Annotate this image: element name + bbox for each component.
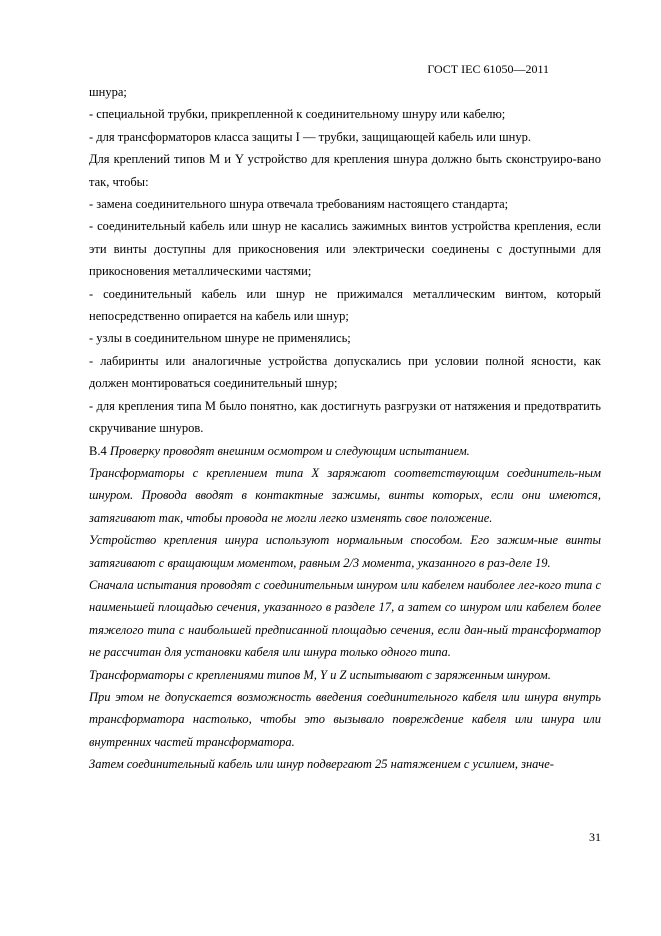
paragraph: - соединительный кабель или шнур не прижимался металлическим винтом, который непосредственно опирается на кабель или шнур;: [89, 286, 601, 324]
paragraph: - для крепления типа М было понятно, как достигнуть разгрузки от натяжения и предотвратить скручивание шнуров.: [89, 398, 601, 436]
document-body: [89, 81, 601, 776]
paragraph: - лабиринты или аналогичные устройства допускались при условии полной ясности, как должен монтироваться соединительный шнур;: [89, 353, 601, 391]
paragraph: - замена соединительного шнура отвечала требованиям настоящего стандарта;: [89, 197, 509, 212]
page-number: 31: [589, 830, 601, 844]
clause-text: Проверку проводят внешним осмотром и следующим испытанием.: [109, 443, 470, 458]
italic-paragraph: Затем соединительный кабель или шнур подвергают 25 натяжением с усилием, значе-: [89, 757, 554, 772]
paragraph: - для трансформаторов класса защиты I — трубки, защищающей кабель или шнур.: [89, 129, 531, 144]
paragraph: - специальной трубки, прикрепленной к соединительному шнуру или кабелю;: [89, 107, 506, 122]
paragraph: Для креплений типов М и Y устройство для крепления шнура должно быть сконструиро-вано так, чтобы:: [89, 152, 601, 189]
italic-paragraph: Устройство крепления шнура используют нормальным способом. Его зажим-ные винты затягивают с вращающим моментом, равным 2/3 момента, указанного в раз-деле 19.: [89, 533, 601, 570]
italic-paragraph: Сначала испытания проводят с соединительным шнуром или кабелем наиболее лег-кого типа с наименьшей площадью сечения, указанного в разделе 17, а затем со шнуром или кабелем более тяжелого типа с наибольшей предписанной площадью сечения, если дан-ный трансформатор не рассчитан для установки кабеля или шнура только одного типа.: [89, 577, 601, 660]
italic-paragraph: Трансформаторы с креплением типа X заряжают соответствующим соединитель-ным шнуром. Провода вводят в контактные зажимы, винты которых, если они имеются, затягивают так, чтобы провода не могли легко изменять свое положение.: [89, 465, 601, 525]
italic-paragraph: При этом не допускается возможность введения соединительного кабеля или шнура внутрь трансформатора настолько, чтобы это вызывало повреждение кабеля или шнура или внутренних частей трансформатора.: [89, 689, 601, 749]
italic-paragraph: Трансформаторы с креплениями типов М, Y и Z испытывают с заряженным шнуром.: [89, 667, 551, 682]
paragraph: - соединительный кабель или шнур не касались зажимных винтов устройства крепления, если эти винты доступны для прикосновения или электрически соединены с доступными для прикосновения металлическими частями;: [89, 219, 601, 279]
paragraph: - узлы в соединительном шнуре не применялись;: [89, 331, 351, 346]
clause-paragraph: [89, 440, 601, 462]
paragraph: шнура;: [89, 85, 127, 99]
document-header: ГОСТ IEC 61050—2011: [427, 62, 549, 76]
clause-number: В.4: [89, 443, 107, 458]
